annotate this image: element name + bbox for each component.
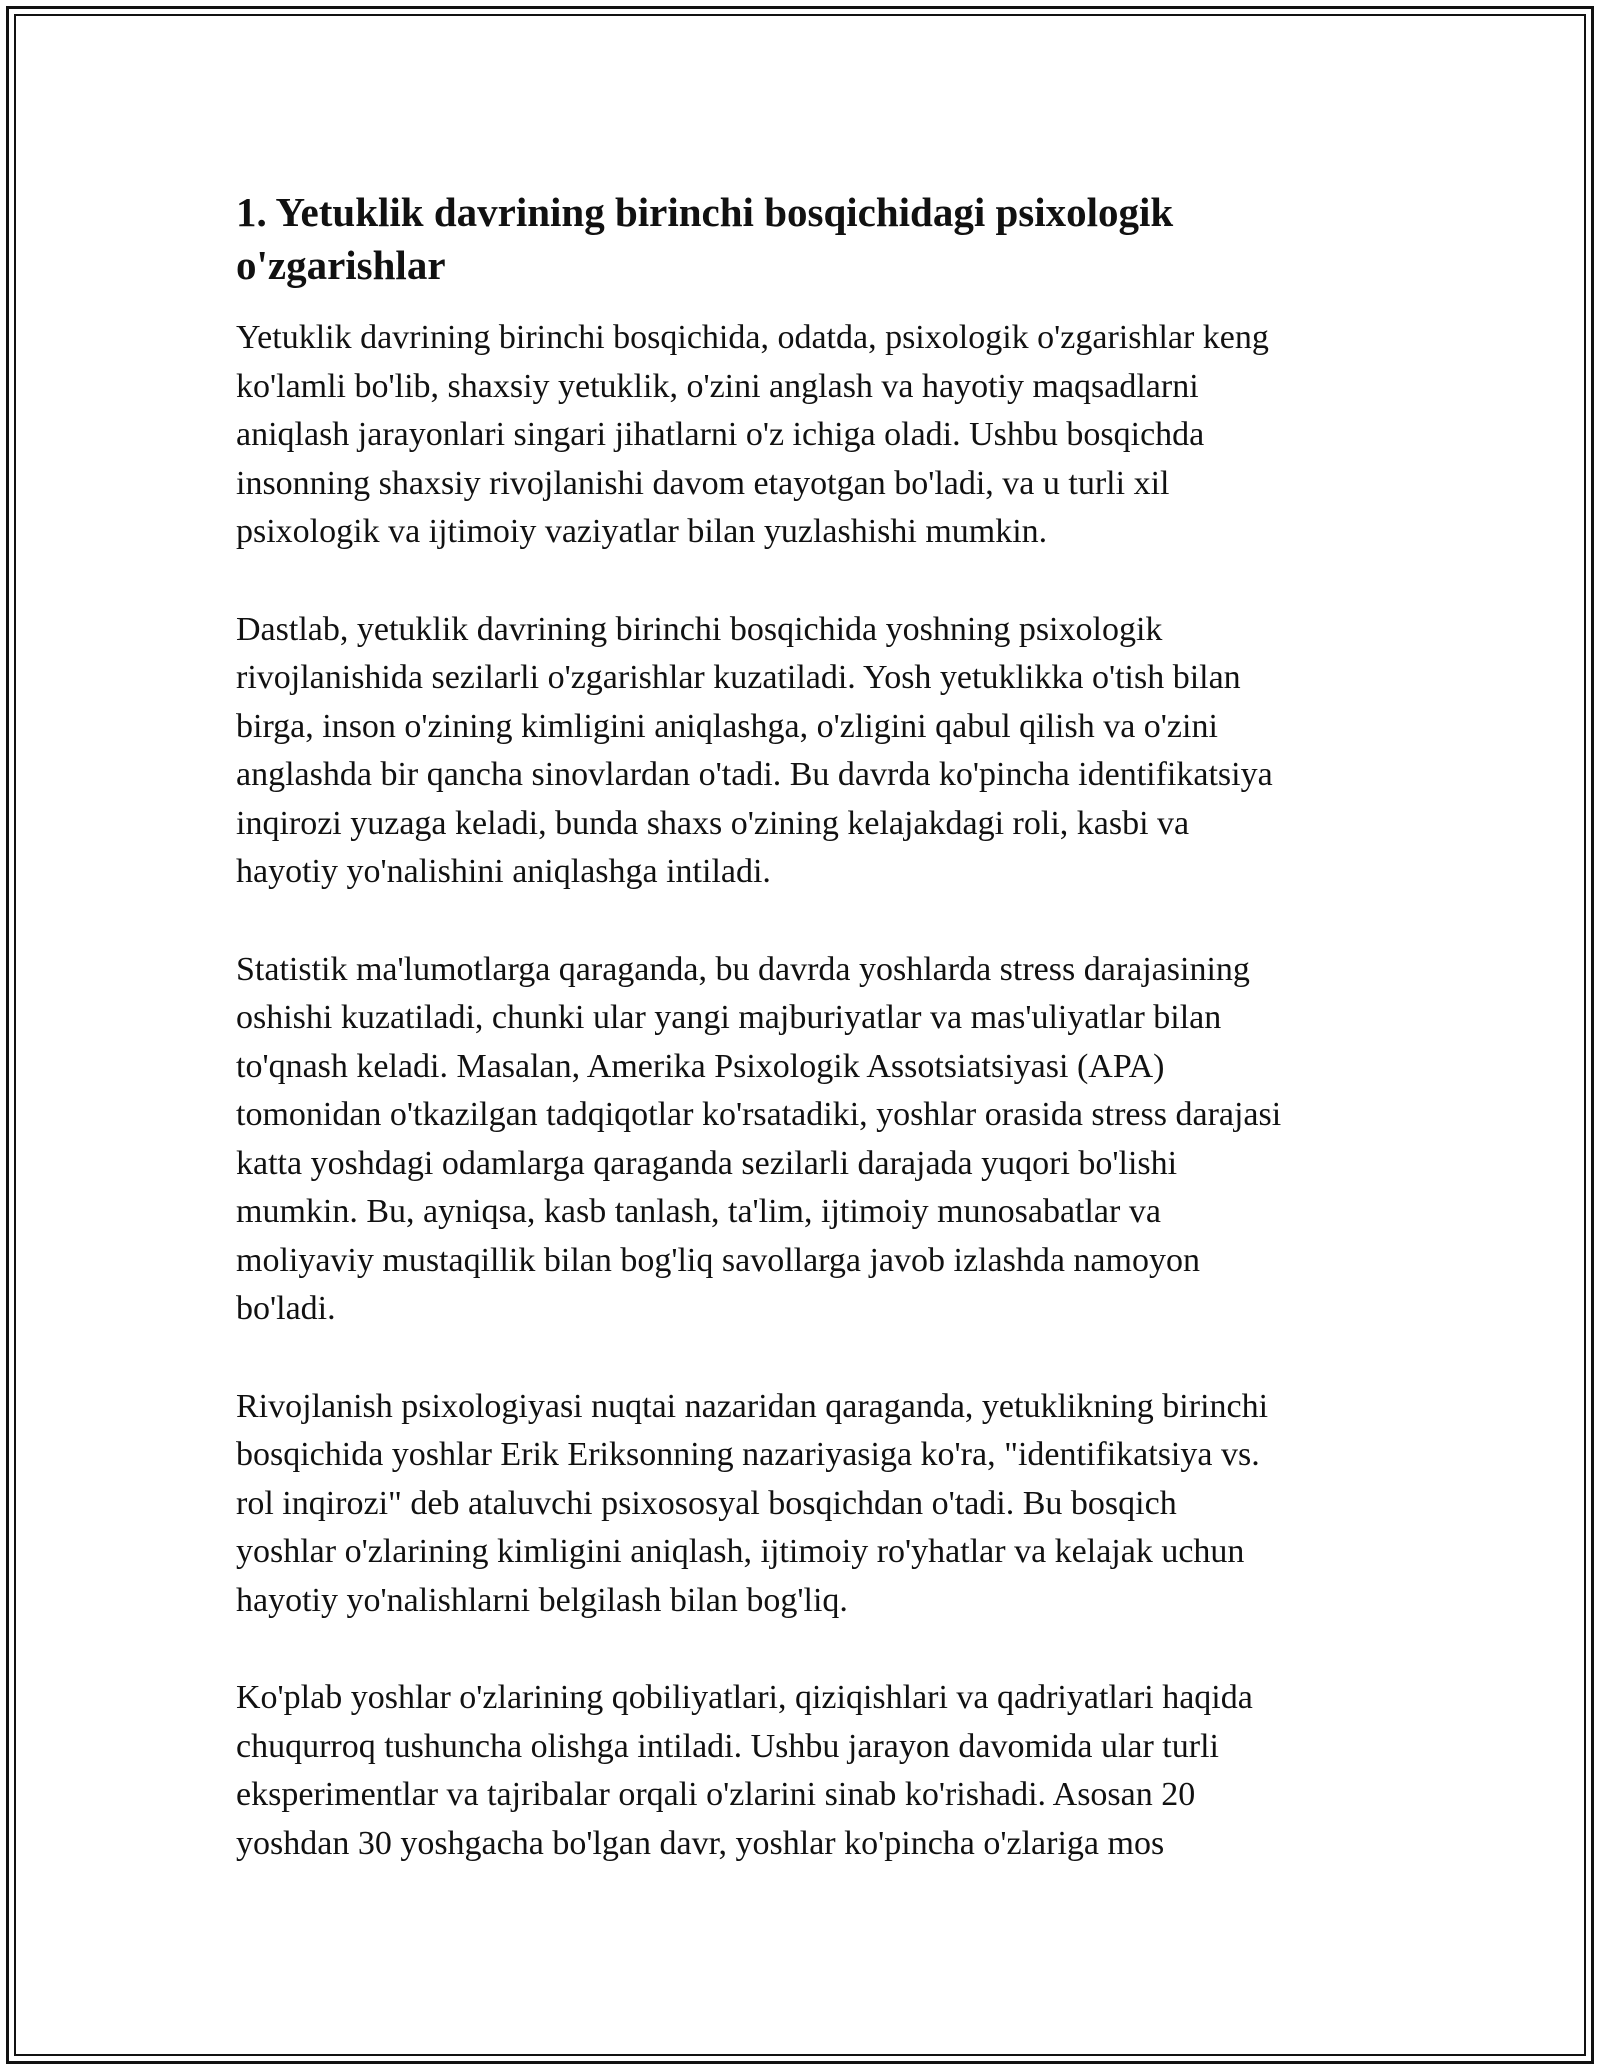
text-line: inqirozi yuzaga keladi, bunda shaxs o'zining kelajakdagi roli, kasbi va bbox=[236, 804, 1190, 842]
heading-line: o'zgarishlar bbox=[236, 242, 446, 288]
text-line: hayotiy yo'nalishlarni belgilash bilan bog'liq. bbox=[236, 1581, 848, 1619]
text-line: bosqichida yoshlar Erik Eriksonning nazariyasiga ko'ra, "identifikatsiya vs. bbox=[236, 1436, 1260, 1473]
text-line: anglashda bir qancha sinovlardan o'tadi. Bu davrda ko'pincha identifikatsiya bbox=[236, 756, 1273, 793]
text-line: eksperimentlar va tajribalar orqali o'zlarini sinab ko'rishadi. Asosan 20 bbox=[236, 1776, 1196, 1813]
text-line: to'qnash keladi. Masalan, Amerika Psixologik Assotsiatsiyasi (APA) bbox=[236, 1047, 1165, 1085]
text-line: mumkin. Bu, ayniqsa, kasb tanlash, ta'lim, ijtimoiy munosabatlar va bbox=[236, 1193, 1161, 1230]
paragraph-4 bbox=[236, 1383, 1366, 1626]
text-line: birga, inson o'zining kimligini aniqlashga, o'zligini qabul qilish va o'zini bbox=[236, 707, 1218, 745]
text-line: Rivojlanish psixologiyasi nuqtai nazaridan qaraganda, yetuklikning birinchi bbox=[236, 1387, 1269, 1425]
text-line: rol inqirozi" deb ataluvchi psixososyal bosqichdan o'tadi. Bu bosqich bbox=[236, 1484, 1177, 1522]
paragraph-3 bbox=[236, 946, 1366, 1334]
text-line: bo'ladi. bbox=[236, 1290, 336, 1327]
text-line: katta yoshdagi odamlarga qaraganda sezilarli darajada yuqori bo'lishi bbox=[236, 1144, 1178, 1182]
text-line: Dastlab, yetuklik davrining birinchi bosqichida yoshning psixologik bbox=[236, 610, 1163, 648]
paragraph-1 bbox=[236, 314, 1366, 557]
document-body bbox=[236, 186, 1366, 1917]
heading-line: 1. Yetuklik davrining birinchi bosqichidagi psixologik bbox=[236, 189, 1174, 235]
text-line: Yetuklik davrining birinchi bosqichida, odatda, psixologik o'zgarishlar keng bbox=[236, 319, 1269, 356]
text-line: ko'lamli bo'lib, shaxsiy yetuklik, o'zini anglash va hayotiy maqsadlarni bbox=[236, 367, 1199, 405]
text-line: Ko'plab yoshlar o'zlarining qobiliyatlari, qiziqishlari va qadriyatlari haqida bbox=[236, 1679, 1253, 1716]
text-line: Statistik ma'lumotlarga qaraganda, bu davrda yoshlarda stress darajasining bbox=[236, 950, 1250, 988]
text-line: yoshdan 30 yoshgacha bo'lgan davr, yoshlar ko'pincha o'zlariga mos bbox=[236, 1824, 1165, 1862]
section-heading bbox=[236, 186, 1366, 292]
paragraph-5 bbox=[236, 1674, 1366, 1868]
text-line: oshishi kuzatiladi, chunki ular yangi majburiyatlar va mas'uliyatlar bilan bbox=[236, 999, 1222, 1036]
text-line: hayotiy yo'nalishini aniqlashga intiladi. bbox=[236, 853, 771, 890]
text-line: insonning shaxsiy rivojlanishi davom etayotgan bo'ladi, va u turli xil bbox=[236, 464, 1170, 502]
text-line: tomonidan o'tkazilgan tadqiqotlar ko'rsatadiki, yoshlar orasida stress darajasi bbox=[236, 1096, 1282, 1133]
paragraph-2 bbox=[236, 606, 1366, 897]
text-line: psixologik va ijtimoiy vaziyatlar bilan yuzlashishi mumkin. bbox=[236, 513, 1048, 550]
text-line: aniqlash jarayonlari singari jihatlarni o'z ichiga oladi. Ushbu bosqichda bbox=[236, 416, 1205, 453]
text-line: chuqurroq tushuncha olishga intiladi. Ushbu jarayon davomida ular turli bbox=[236, 1727, 1219, 1765]
text-line: moliyaviy mustaqillik bilan bog'liq savollarga javob izlashda namoyon bbox=[236, 1241, 1200, 1279]
text-line: yoshlar o'zlarining kimligini aniqlash, ijtimoiy ro'yhatlar va kelajak uchun bbox=[236, 1533, 1245, 1570]
text-line: rivojlanishida sezilarli o'zgarishlar kuzatiladi. Yosh yetuklikka o'tish bilan bbox=[236, 659, 1241, 696]
